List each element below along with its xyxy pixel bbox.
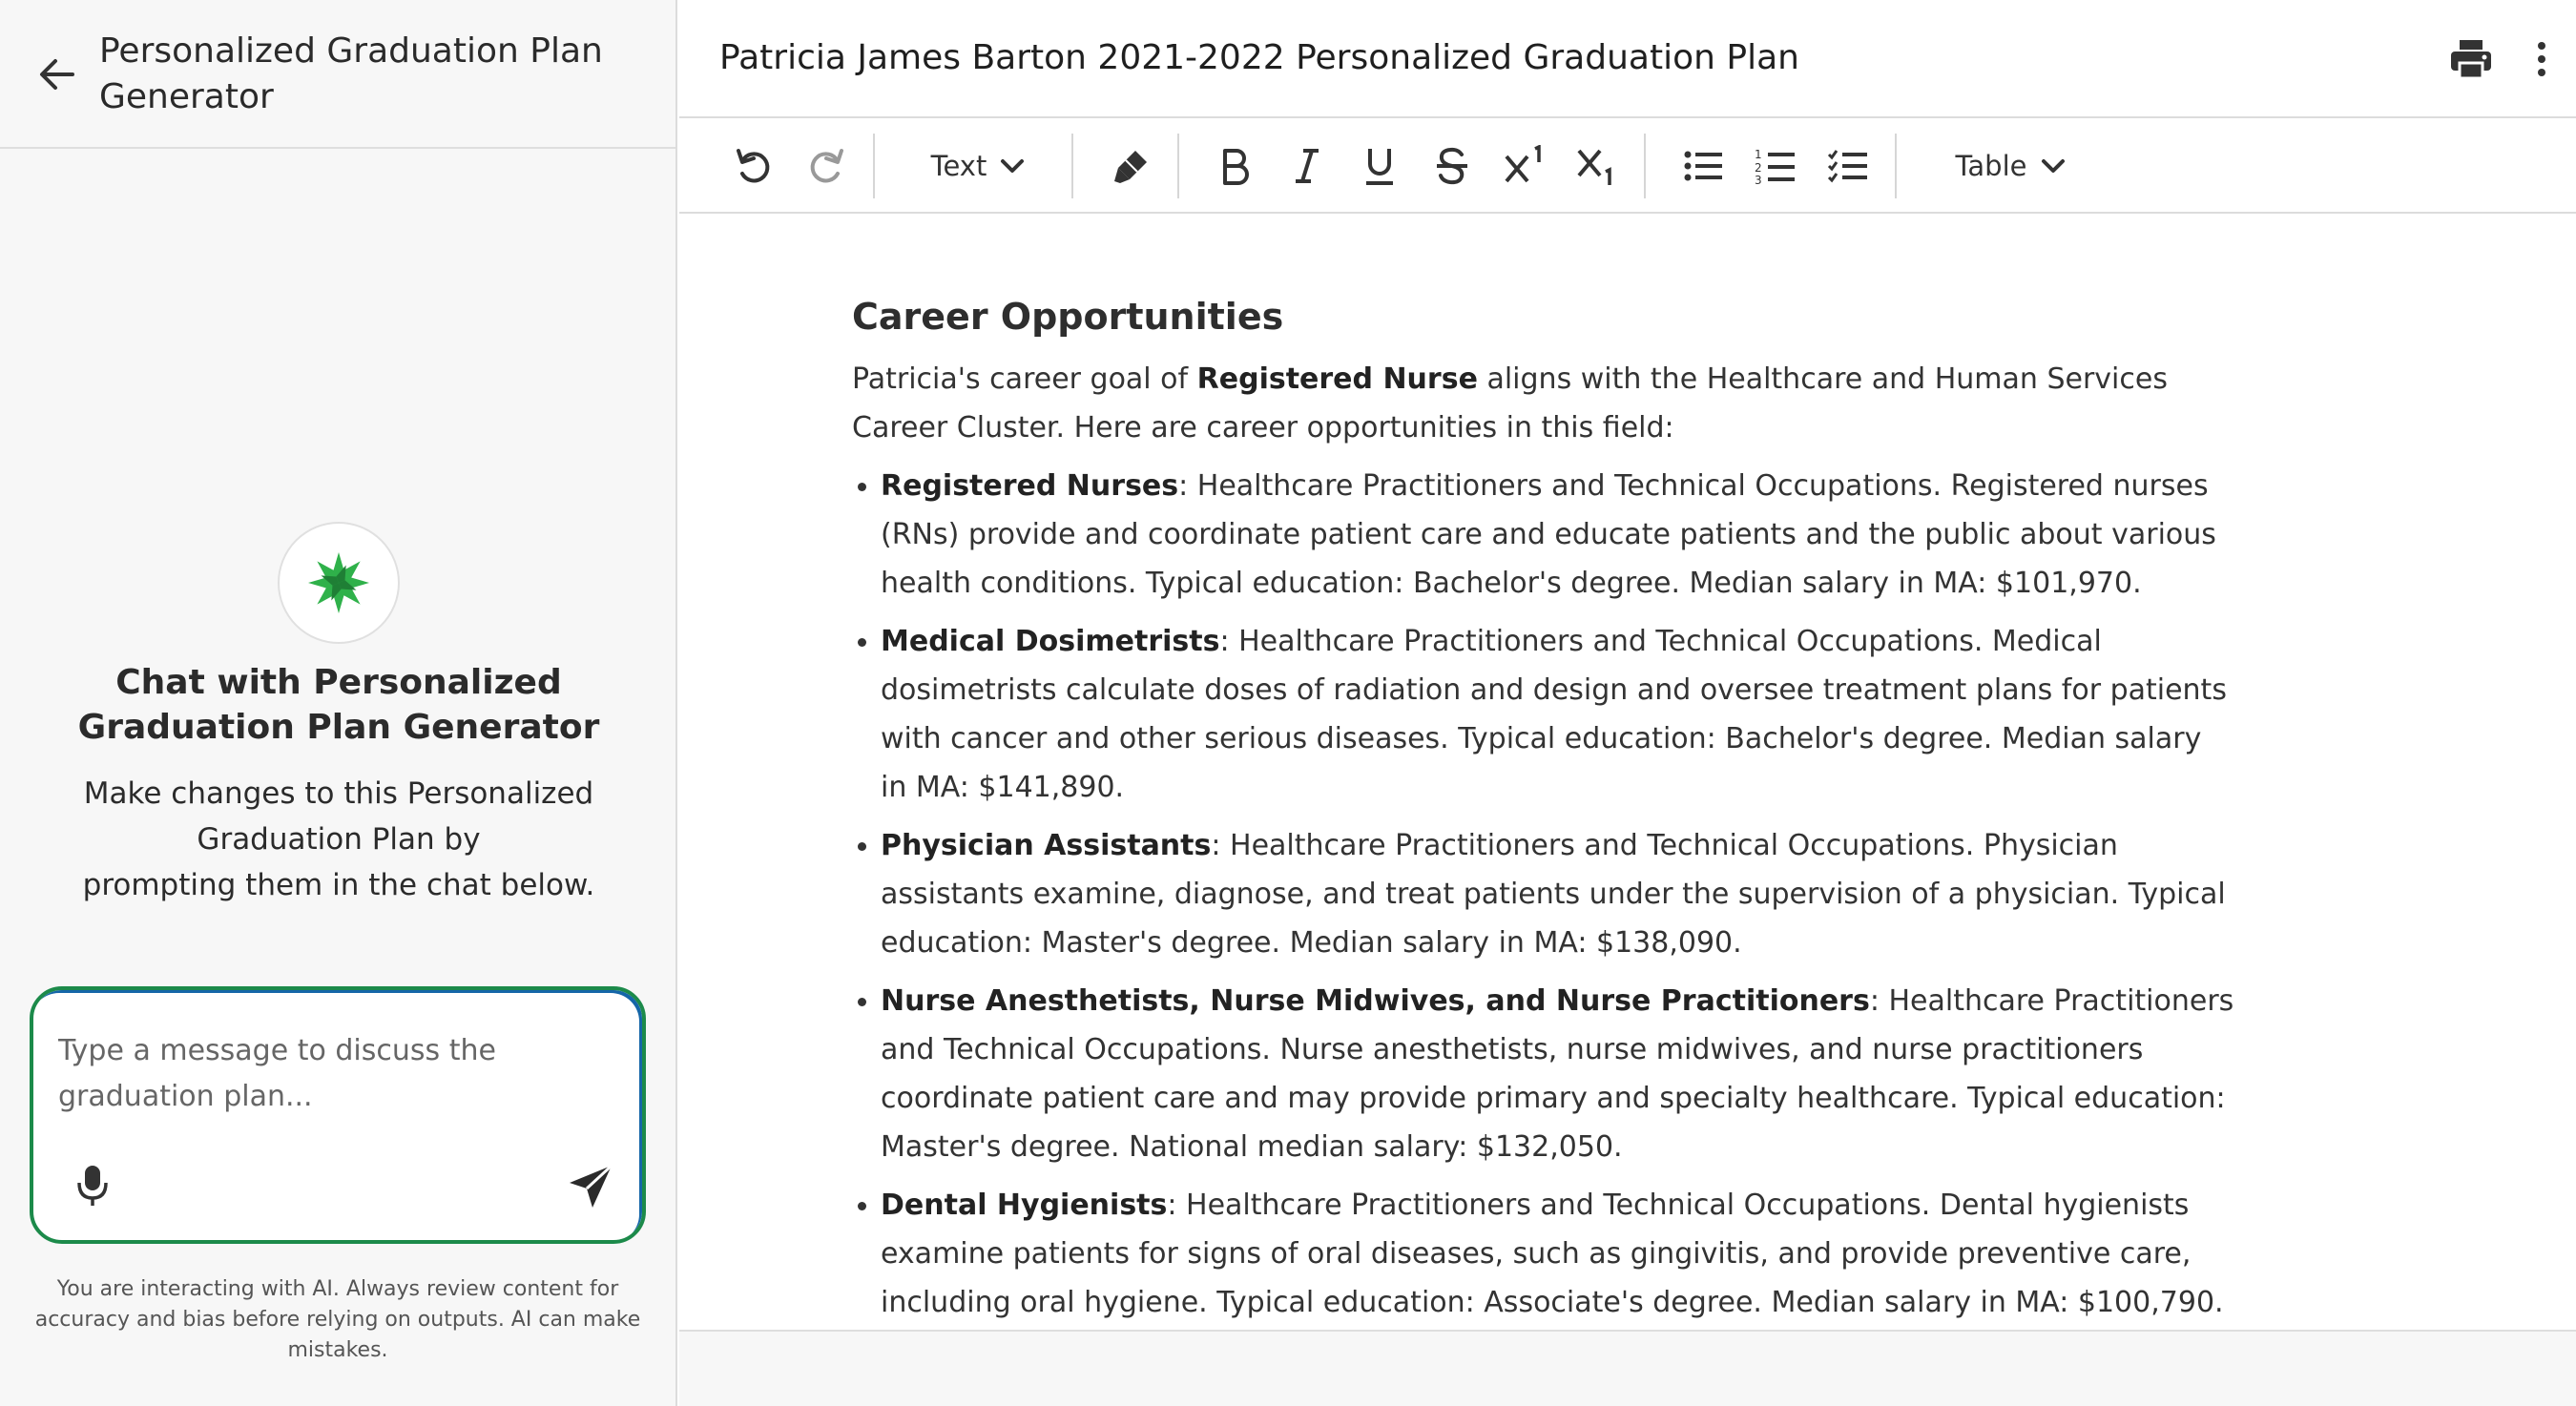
- send-icon[interactable]: [564, 1160, 617, 1213]
- highlighter-icon[interactable]: [1105, 139, 1158, 193]
- sidebar-header: [0, 0, 675, 149]
- sidebar-title: Personalized Graduation Plan Generator: [99, 31, 603, 116]
- text-style-label: Text: [930, 150, 987, 182]
- career-description: : Healthcare Practitioners and Technical Occupations. Registered nurses (RNs) provide and coordinate patient care and educate patients and the public about various health conditions. Typical education: Bachelor's degree. Median salary in MA: $101,970.: [881, 469, 2216, 600]
- career-name: Physician Assistants: [881, 829, 1212, 862]
- green-star-logo: [278, 522, 400, 644]
- career-item: [881, 977, 2245, 1171]
- career-name: Medical Dosimetrists: [881, 625, 1220, 658]
- bullet-list-icon[interactable]: [1676, 139, 1730, 193]
- checklist-icon[interactable]: [1821, 139, 1875, 193]
- chat-message-input[interactable]: [58, 1028, 621, 1133]
- svg-text:2: 2: [1755, 161, 1762, 175]
- career-item: [881, 462, 2245, 608]
- svg-text:1: 1: [1755, 148, 1762, 161]
- chat-instructions-line: Graduation Plan by: [197, 822, 481, 857]
- document-title: Patricia James Barton 2021-2022 Personalized Graduation Plan: [719, 38, 1799, 77]
- chevron-down-icon: [1000, 157, 1025, 175]
- career-description: : Healthcare Practitioners and Technical Occupations. Medical dosimetrists calculate doses of radiation and design and oversee treatment plans for patients with cancer and other serious diseases. Typical education: Bachelor's degree. Median salary in MA: $141,890.: [881, 625, 2227, 804]
- career-description: : Healthcare Practitioners and Technical Occupations. Physician assistants examine, diagnose, and treat patients under the supervision of a physician. Typical education: Master's degree. Median salary in MA: $138,090.: [881, 829, 2226, 960]
- chevron-down-icon: [2041, 157, 2066, 175]
- bold-icon[interactable]: [1208, 139, 1261, 193]
- career-name: Nurse Anesthetists, Nurse Midwives, and Nurse Practitioners: [881, 984, 1870, 1018]
- career-list: [852, 462, 2245, 1327]
- intro-text: Patricia's career goal of: [852, 362, 1197, 396]
- career-item: [881, 821, 2245, 967]
- chat-sidebar: [0, 0, 677, 1406]
- section-heading: Career Opportunities: [852, 296, 1284, 338]
- table-dropdown[interactable]: [1939, 139, 2082, 193]
- toolbar-divider: [873, 134, 875, 198]
- chat-instructions-line: prompting them in the chat below.: [82, 868, 595, 902]
- subscript-icon[interactable]: [1570, 139, 1624, 193]
- redo-icon[interactable]: [800, 139, 853, 193]
- undo-icon[interactable]: [727, 139, 780, 193]
- chat-heading: Chat with Personalized Graduation Plan Generator: [77, 663, 600, 747]
- chat-instructions: [57, 771, 620, 908]
- ai-disclaimer: You are interacting with AI. Always review content for accuracy and bias before relying on outputs. AI can make mistakes.: [34, 1277, 641, 1362]
- toolbar-divider: [1177, 134, 1179, 198]
- career-item: [881, 617, 2245, 812]
- microphone-icon[interactable]: [72, 1162, 114, 1210]
- career-description: : Healthcare Practitioners and Technical Occupations. Dental hygienists examine patients for signs of oral diseases, such as gingivitis, and provide preventive care, including oral hygiene. Typical education: Associate's degree. Median salary in MA: $100,790.: [881, 1189, 2224, 1319]
- underline-icon[interactable]: [1353, 139, 1406, 193]
- document-footer: [679, 1330, 2576, 1406]
- document-header: [679, 0, 2576, 118]
- svg-text:3: 3: [1755, 174, 1762, 185]
- career-name: Dental Hygienists: [881, 1189, 1168, 1222]
- strikethrough-icon[interactable]: [1425, 139, 1479, 193]
- career-description: : Healthcare Practitioners and Technical Occupations. Nurse anesthetists, nurse midwives, and nurse practitioners coordinate patient care and may provide primary and specialty healthcare. Typical education: Master's degree. National median salary: $132,050.: [881, 984, 2234, 1164]
- chat-instructions-line: Make changes to this Personalized: [83, 776, 594, 811]
- toolbar-divider: [1644, 134, 1646, 198]
- more-vertical-icon[interactable]: [2530, 36, 2553, 82]
- document-editor: [679, 0, 2576, 1406]
- toolbar-divider: [1895, 134, 1897, 198]
- arrow-left-icon[interactable]: [34, 53, 80, 95]
- intro-paragraph: [852, 355, 2245, 452]
- intro-text: aligns with the Healthcare and Human Services Career Cluster. Here are career opportunities in this field:: [852, 362, 2168, 445]
- toolbar-divider: [1071, 134, 1073, 198]
- italic-icon[interactable]: [1280, 139, 1334, 193]
- document-body[interactable]: [679, 216, 2576, 1330]
- numbered-list-icon[interactable]: [1749, 139, 1802, 193]
- formatting-toolbar: [679, 118, 2576, 214]
- superscript-icon[interactable]: [1498, 139, 1551, 193]
- career-name: Registered Nurses: [881, 469, 1179, 503]
- career-goal: Registered Nurse: [1196, 362, 1478, 396]
- printer-icon[interactable]: [2448, 36, 2494, 82]
- text-style-dropdown[interactable]: [916, 139, 1040, 193]
- document-content: [852, 294, 2245, 1330]
- career-item: [881, 1181, 2245, 1327]
- table-dropdown-label: Table: [1955, 150, 2027, 182]
- chat-composer: [30, 986, 646, 1244]
